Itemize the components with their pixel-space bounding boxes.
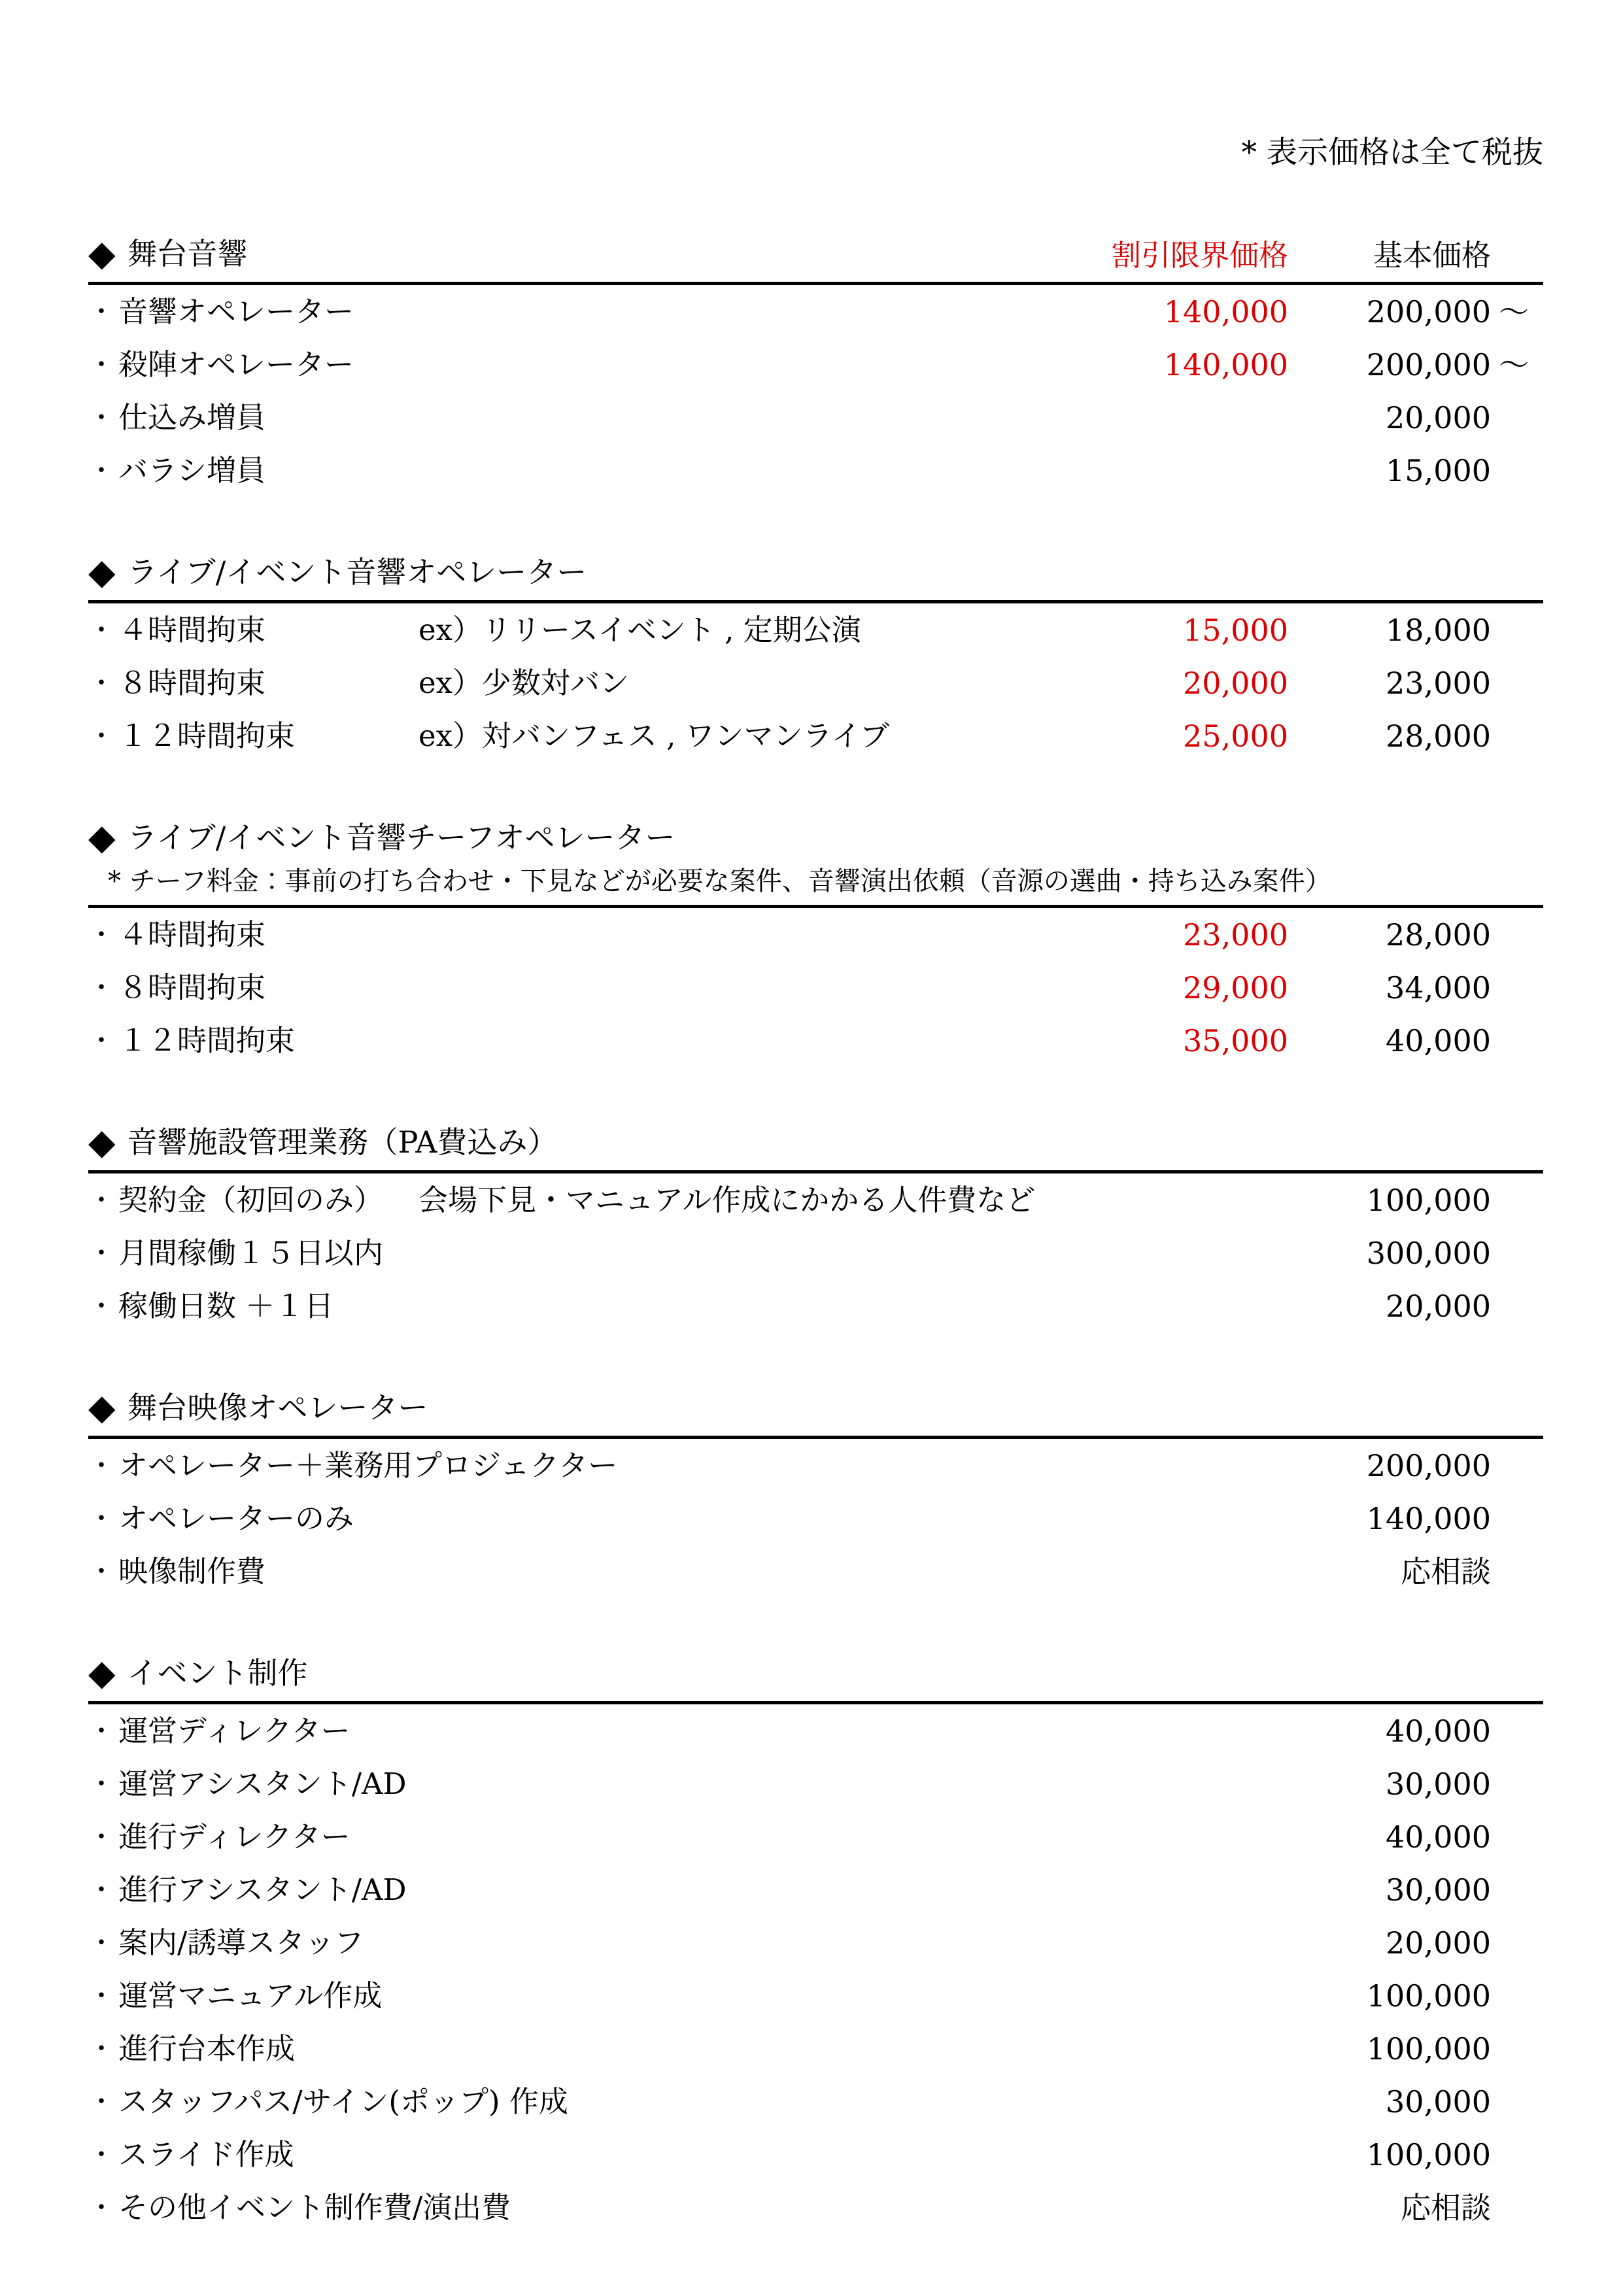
bullet-icon: ・ (88, 1450, 114, 1481)
table-row (88, 961, 1543, 1014)
diamond-icon: ◆ (88, 551, 116, 592)
section-header (88, 817, 1543, 858)
base-price-value: 34,000 (1386, 970, 1491, 1005)
table-row (88, 1863, 1543, 1916)
row-label-text: 月間稼働１５日以内 (118, 1236, 384, 1270)
section-title-wrap (88, 1121, 1543, 1162)
table-row (88, 1969, 1543, 2022)
table-row (88, 338, 1543, 391)
table-row (88, 656, 1543, 709)
price-section (88, 1652, 1543, 2234)
row-label-text: スタッフパス/サイン(ポップ) 作成 (118, 2084, 568, 2119)
table-row (88, 1173, 1543, 1226)
diamond-icon: ◆ (88, 1652, 116, 1693)
section-header (88, 551, 1543, 592)
base-price-value: 40,000 (1386, 1022, 1491, 1058)
range-mark: 〜 (1499, 294, 1529, 329)
bullet-icon: ・ (88, 349, 114, 380)
row-label (88, 1501, 419, 1536)
row-label (88, 2031, 419, 2066)
base-price-value: 300,000 (1366, 1235, 1491, 1271)
row-label-text: ８時間拘束 (118, 970, 266, 1005)
bullet-icon: ・ (88, 1768, 114, 1799)
row-label (88, 615, 419, 645)
base-price-value: 100,000 (1366, 2031, 1491, 2067)
base-price-value: 28,000 (1386, 718, 1491, 754)
row-label (88, 2084, 568, 2119)
bullet-icon: ・ (88, 1025, 114, 1056)
row-label (88, 1819, 419, 1854)
section-title-wrap (88, 817, 1543, 858)
table-row (88, 1545, 1543, 1598)
section-title-wrap (88, 1387, 1543, 1428)
base-price-value: 30,000 (1386, 1872, 1491, 1908)
row-label-text: 殺陣オペレーター (118, 347, 354, 382)
bullet-icon: ・ (88, 919, 114, 950)
bullet-icon: ・ (88, 667, 114, 698)
discount-price-value: 20,000 (1183, 665, 1288, 701)
section-title-wrap (88, 551, 1543, 592)
section-title: ライブ/イベント音響オペレーター (127, 554, 587, 590)
row-label-text: 運営ディレクター (118, 1714, 350, 1748)
base-price-value: 応相談 (1401, 1553, 1491, 1589)
price-section (88, 817, 1543, 1067)
bullet-icon: ・ (88, 296, 114, 327)
row-label-text: オペレーター＋業務用プロジェクター (118, 1448, 618, 1483)
table-row (88, 1014, 1543, 1067)
discount-price-value: 25,000 (1183, 718, 1288, 754)
table-row (88, 603, 1543, 656)
price-sections (88, 233, 1543, 2234)
row-label-text: バラシ増員 (118, 453, 266, 488)
row-label (88, 400, 419, 435)
bullet-icon: ・ (88, 1503, 114, 1534)
discount-price-value: 140,000 (1163, 294, 1288, 329)
row-label-text: 運営マニュアル作成 (118, 1978, 383, 2013)
row-label (88, 347, 419, 382)
table-row (88, 391, 1543, 444)
bullet-icon: ・ (88, 720, 114, 751)
base-price-value: 20,000 (1386, 1288, 1491, 1324)
row-label (88, 1872, 419, 1907)
bullet-icon: ・ (88, 1927, 114, 1958)
base-price-value: 応相談 (1401, 2189, 1491, 2225)
row-label-text: 進行ディレクター (118, 1819, 350, 1854)
row-label (88, 1554, 419, 1589)
base-price-value: 18,000 (1386, 612, 1491, 648)
row-label (88, 1185, 419, 1215)
base-price-value: 15,000 (1386, 452, 1491, 488)
row-label-text: ４時間拘束 (118, 613, 266, 647)
discount-price-value: 35,000 (1183, 1022, 1288, 1058)
diamond-icon: ◆ (88, 1121, 116, 1162)
table-row (88, 2075, 1543, 2128)
section-header (88, 1652, 1543, 1693)
table-row (88, 709, 1543, 762)
bullet-icon: ・ (88, 1291, 114, 1321)
section-title: ライブ/イベント音響チーフオペレーター (127, 820, 675, 855)
table-row (88, 2022, 1543, 2075)
row-label (88, 1023, 419, 1058)
base-price-value: 100,000 (1366, 1978, 1491, 2014)
row-label (88, 1448, 618, 1483)
column-header-discount-price: 割引限界価格 (1111, 238, 1288, 273)
base-price-value: 40,000 (1386, 1819, 1491, 1855)
row-label-text: スライド作成 (118, 2137, 294, 2172)
base-price-value: 23,000 (1386, 665, 1491, 701)
discount-price-value: 29,000 (1183, 970, 1288, 1005)
discount-price-value: 23,000 (1183, 917, 1288, 953)
base-price-value: 20,000 (1386, 1925, 1491, 1961)
row-label (88, 1925, 419, 1960)
row-label-text: ４時間拘束 (118, 917, 266, 952)
diamond-icon: ◆ (88, 817, 116, 858)
table-row (88, 2128, 1543, 2181)
row-label (88, 294, 419, 329)
base-price-value: 200,000 (1366, 294, 1491, 329)
row-label-text: 進行アシスタント/AD (118, 1872, 407, 1907)
diamond-icon: ◆ (88, 1387, 116, 1428)
base-price-value: 140,000 (1366, 1500, 1491, 1536)
bullet-icon: ・ (88, 615, 114, 645)
table-row (88, 1439, 1543, 1492)
row-label-text: 契約金（初回のみ） (118, 1183, 384, 1217)
row-label (88, 1716, 419, 1746)
row-label-text: オペレーターのみ (118, 1501, 354, 1536)
section-title: 音響施設管理業務（PA費込み） (127, 1124, 558, 1160)
row-note: ex）リリースイベント , 定期公演 (419, 613, 861, 647)
row-label (88, 1766, 419, 1801)
base-price-value: 20,000 (1386, 399, 1491, 435)
table-row (88, 908, 1543, 961)
tax-note: * 表示価格は全て税抜 (1241, 135, 1543, 171)
table-row (88, 1757, 1543, 1810)
table-row (88, 1916, 1543, 1969)
row-label (88, 2137, 419, 2172)
price-section (88, 1387, 1543, 1598)
bullet-icon: ・ (88, 2086, 114, 2117)
row-label (88, 1238, 419, 1268)
row-label (88, 1291, 419, 1321)
row-label-text: １２時間拘束 (118, 1023, 296, 1058)
base-price-value: 28,000 (1386, 917, 1491, 953)
discount-price-value: 15,000 (1183, 612, 1288, 648)
bullet-icon: ・ (88, 1821, 114, 1852)
bullet-icon: ・ (88, 1715, 114, 1746)
base-price-value: 200,000 (1366, 1447, 1491, 1483)
bullet-icon: ・ (88, 1980, 114, 2011)
row-label (88, 453, 419, 488)
section-title: 舞台音響 (127, 236, 248, 271)
price-section (88, 551, 1543, 762)
price-section (88, 233, 1543, 497)
table-row (88, 2181, 1543, 2234)
bullet-icon: ・ (88, 2192, 114, 2223)
table-row (88, 1492, 1543, 1545)
base-price-value: 200,000 (1366, 346, 1491, 382)
row-label-text: 運営アシスタント/AD (118, 1766, 407, 1801)
row-label-text: 音響オペレーター (118, 294, 354, 329)
price-section (88, 1121, 1543, 1332)
table-row (88, 1279, 1543, 1332)
table-row (88, 1810, 1543, 1863)
row-label-text: 稼働日数 ＋１日 (118, 1289, 334, 1323)
section-header (88, 1121, 1543, 1162)
row-label (88, 970, 419, 1005)
bullet-icon: ・ (88, 2033, 114, 2064)
section-header (88, 233, 1543, 274)
base-price-value: 100,000 (1366, 1182, 1491, 1218)
bullet-icon: ・ (88, 2139, 114, 2170)
section-note: * チーフ料金：事前の打ち合わせ・下見などが必要な案件、音響演出依頼（音源の選曲・持ち込み案件） (108, 866, 1331, 896)
row-note: ex）少数対バン (419, 666, 630, 700)
bullet-icon: ・ (88, 972, 114, 1003)
table-row (88, 1226, 1543, 1279)
bullet-icon: ・ (88, 1874, 114, 1905)
section-title: イベント制作 (127, 1655, 308, 1691)
row-note: 会場下見・マニュアル作成にかかる人件費など (419, 1183, 1036, 1217)
diamond-icon: ◆ (88, 233, 116, 274)
section-title-wrap (88, 233, 1079, 274)
row-label-text: その他イベント制作費/演出費 (118, 2190, 511, 2225)
section-title-wrap (88, 1652, 1543, 1693)
bullet-icon: ・ (88, 1556, 114, 1587)
bullet-icon: ・ (88, 455, 114, 486)
table-row (88, 1704, 1543, 1757)
section-header (88, 1387, 1543, 1428)
range-mark: 〜 (1499, 346, 1529, 382)
row-label-text: 進行台本作成 (118, 2031, 296, 2066)
row-label-text: ８時間拘束 (118, 666, 266, 700)
row-note: ex）対バンフェス , ワンマンライブ (419, 718, 889, 753)
row-label (88, 917, 419, 952)
bullet-icon: ・ (88, 1238, 114, 1268)
row-label-text: １２時間拘束 (118, 718, 296, 753)
column-header-base-price: 基本価格 (1373, 238, 1491, 273)
row-label-text: 仕込み増員 (118, 400, 266, 435)
table-row (88, 444, 1543, 497)
row-label-text: 映像制作費 (118, 1554, 266, 1589)
discount-price-value: 140,000 (1163, 346, 1288, 382)
base-price-value: 40,000 (1386, 1713, 1491, 1749)
bullet-icon: ・ (88, 1185, 114, 1215)
row-label (88, 668, 419, 698)
base-price-value: 30,000 (1386, 2084, 1491, 2119)
base-price-value: 30,000 (1386, 1766, 1491, 1802)
row-label (88, 718, 419, 753)
table-row (88, 285, 1543, 338)
row-label (88, 1978, 419, 2013)
base-price-value: 100,000 (1366, 2136, 1491, 2172)
section-title: 舞台映像オペレーター (127, 1390, 428, 1425)
row-label (88, 2190, 511, 2225)
row-label-text: 案内/誘導スタッフ (118, 1925, 364, 1960)
bullet-icon: ・ (88, 402, 114, 433)
